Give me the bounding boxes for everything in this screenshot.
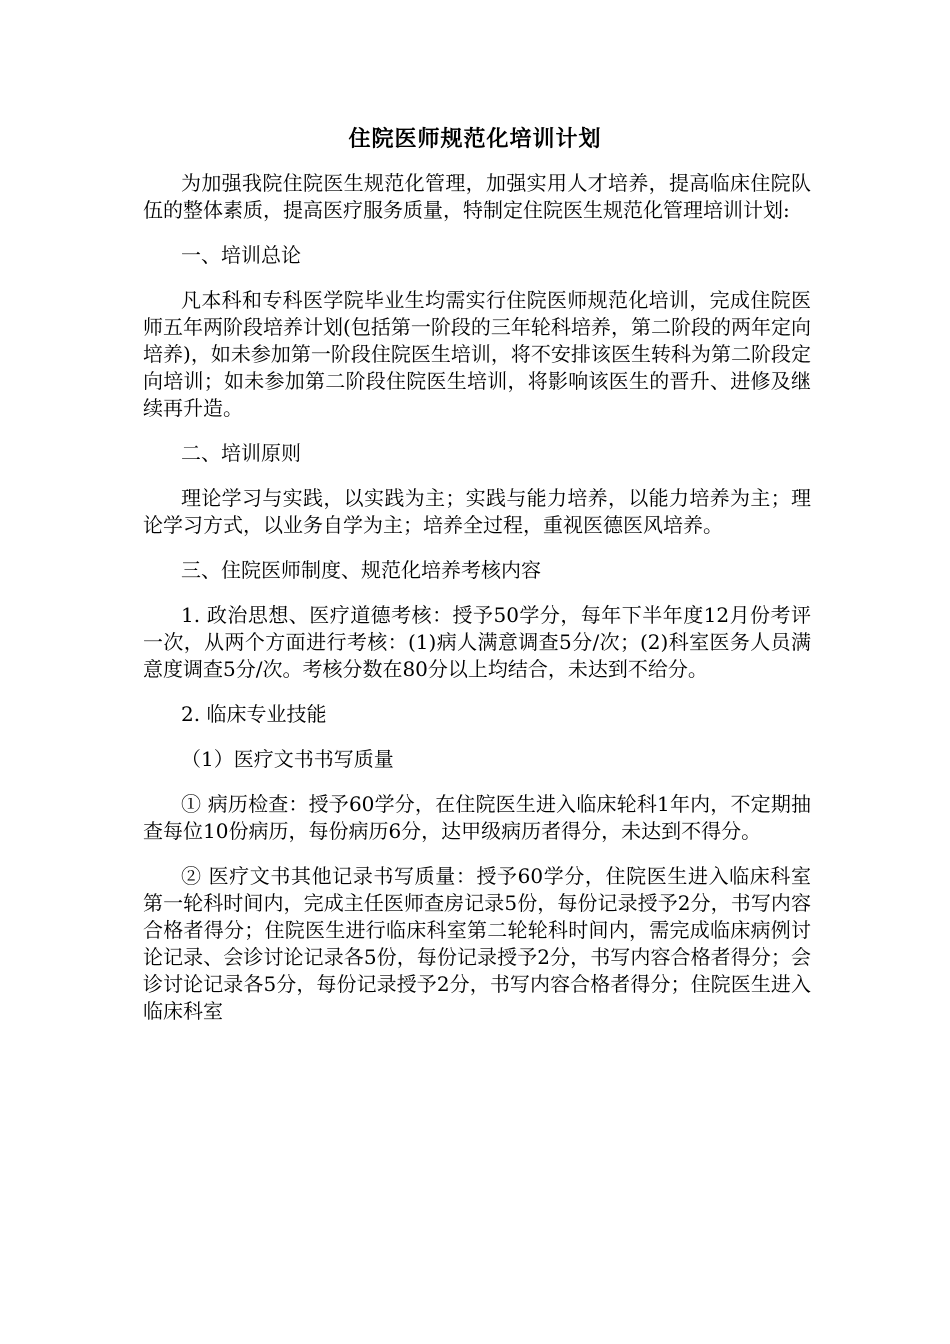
documents-item-1: ① 病历检查：授予60学分，在住院医生进入临床轮科1年内，不定期抽查每位10份病历，每份病历6分，达甲级病历者得分，未达到不得分。	[143, 792, 811, 843]
documents-item-2: ② 医疗文书其他记录书写质量：授予60学分，住院医生进入临床科室第一轮科时间内，完成主任医师查房记录5份，每份记录授予2分，书写内容合格者得分；住院医生进行临床科室第二轮轮科时间内，需完成临床病例讨论记录、会诊讨论记录各5份，每份记录授予2分，书写内容合格者得分；会诊讨论记录各5分，每份记录授予2分，书写内容合格者得分；住院医生进入临床科室	[143, 864, 811, 1023]
general-paragraph: 凡本科和专科医学院毕业生均需实行住院医师规范化培训，完成住院医师五年两阶段培养计划(包括第一阶段的三年轮科培养，第二阶段的两年定向培养)，如未参加第一阶段住院医生培训，将不安排该医生转科为第二阶段定向培训；如未参加第二阶段住院医生培训，将影响该医生的晋升、进修及继续再升造。	[143, 288, 811, 420]
section-heading-principles: 二、培训原则	[181, 441, 301, 465]
intro-paragraph: 为加强我院住院医生规范化管理，加强实用人才培养，提高临床住院队伍的整体素质，提高医疗服务质量，特制定住院医生规范化管理培训计划:	[143, 171, 811, 222]
assessment-item-2: 2. 临床专业技能	[181, 702, 327, 726]
section-heading-general: 一、培训总论	[181, 243, 301, 267]
document-title: 住院医师规范化培训计划	[348, 126, 602, 152]
subsection-heading-documents: （1）医疗文书书写质量	[181, 747, 394, 771]
assessment-item-1: 1. 政治思想、医疗道德考核：授予50学分，每年下半年度12月份考评一次，从两个方面进行考核：(1)病人满意调查5分/次；(2)科室医务人员满意度调查5分/次。考核分数在80分以上均结合，未达到不给分。	[143, 603, 811, 681]
principles-paragraph: 理论学习与实践，以实践为主；实践与能力培养，以能力培养为主；理论学习方式，以业务自学为主；培养全过程，重视医德医风培养。	[143, 486, 811, 537]
document-body	[143, 170, 811, 1043]
section-heading-assessment: 三、住院医师制度、规范化培养考核内容	[181, 558, 541, 582]
